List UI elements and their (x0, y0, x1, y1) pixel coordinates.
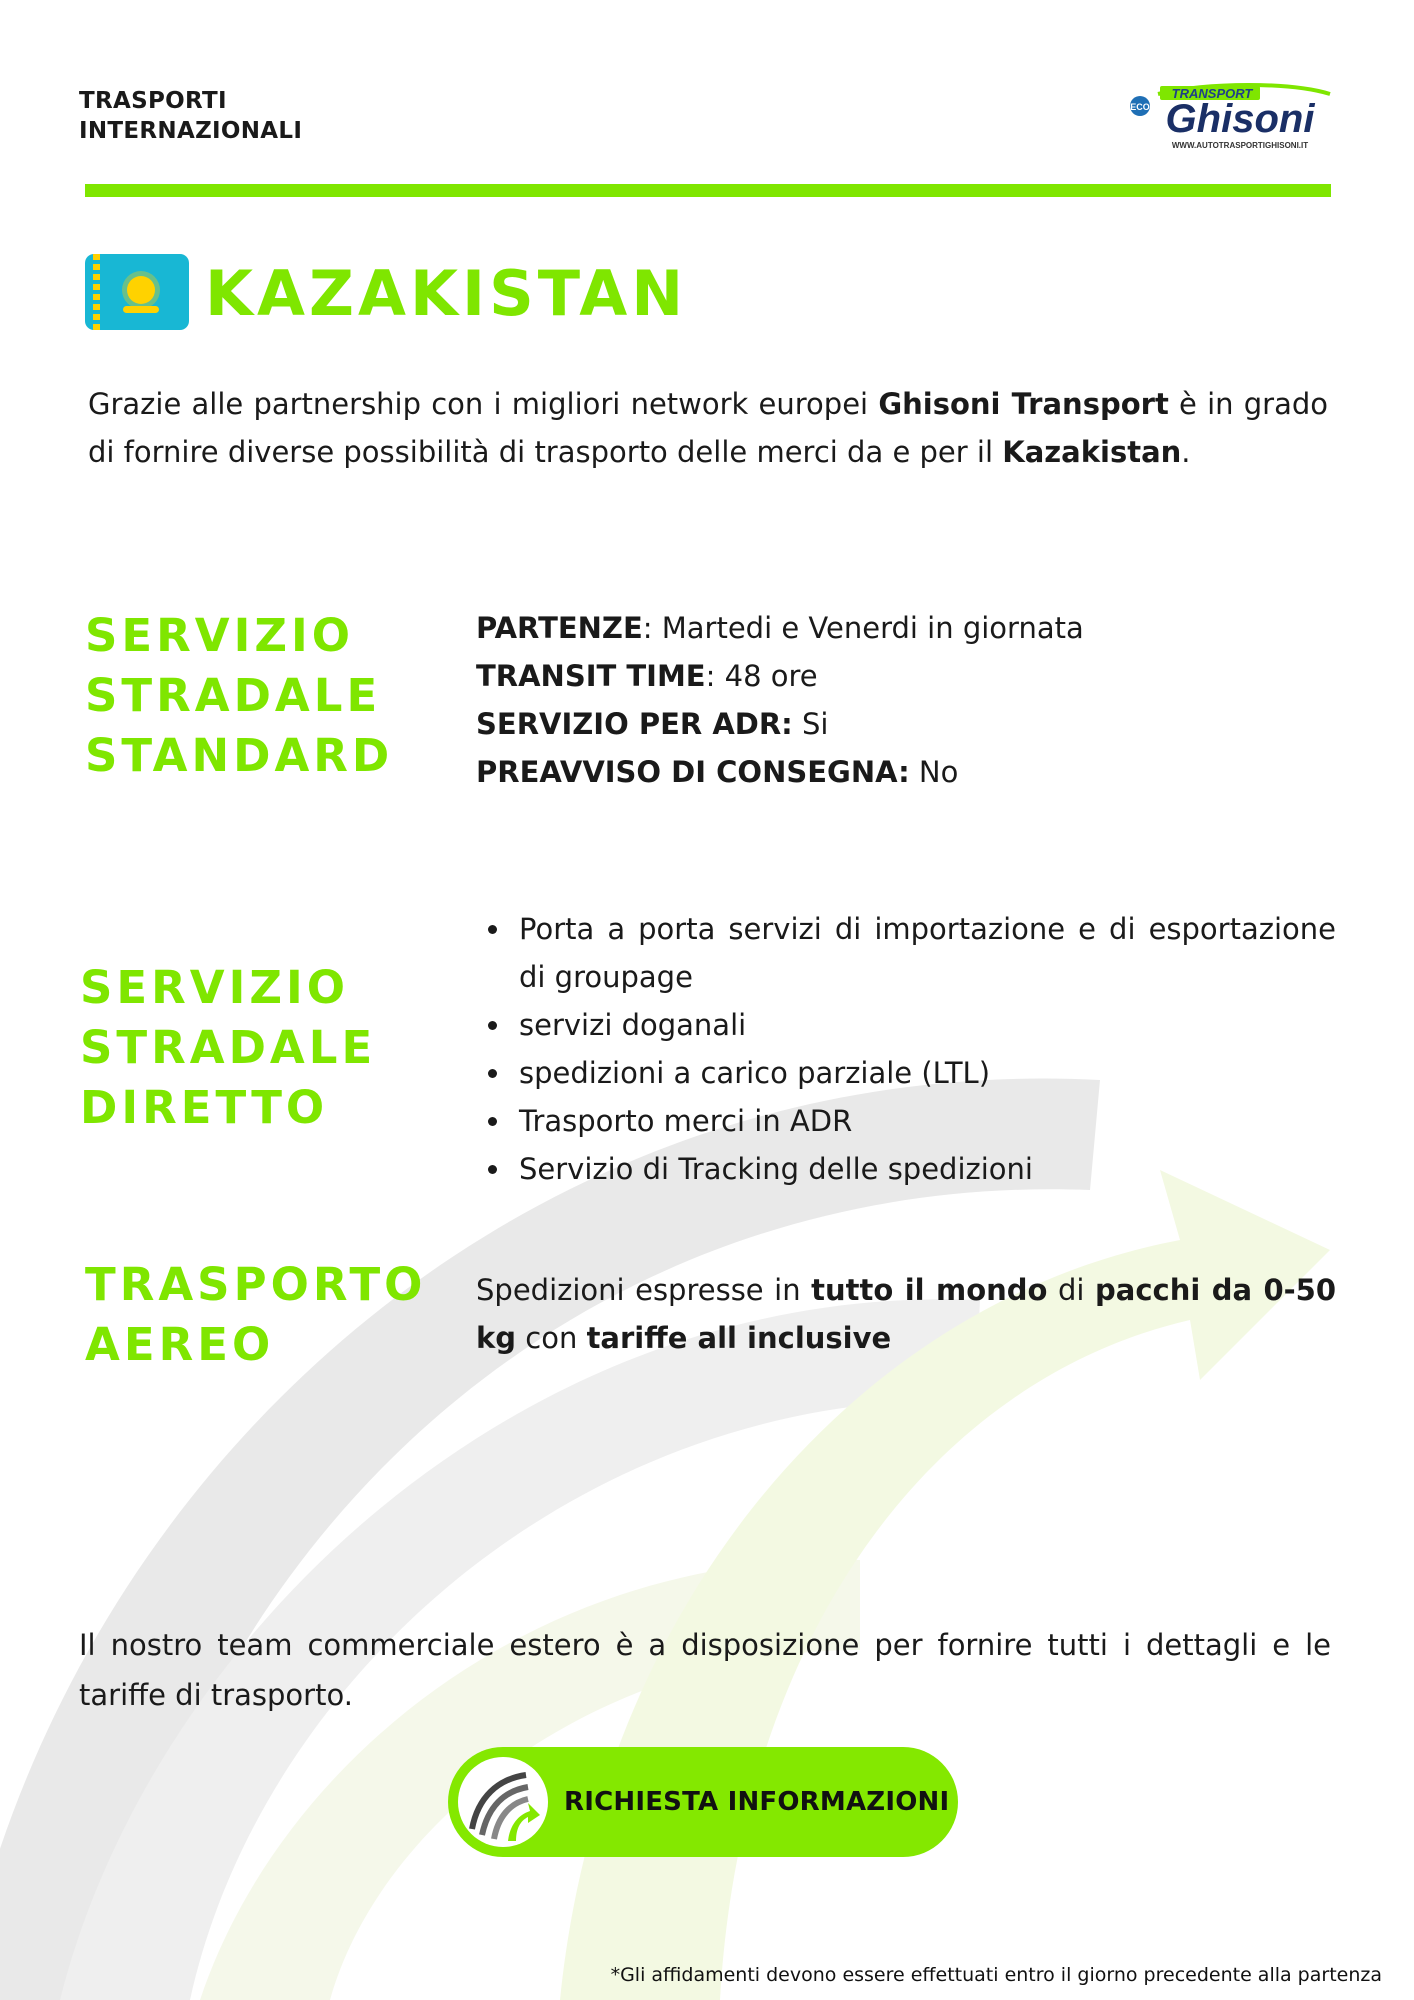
flag-eagle (123, 306, 159, 313)
list-item: Trasporto merci in ADR (476, 1097, 1336, 1145)
list-item: servizi doganali (476, 1001, 1336, 1049)
logo-website: WWW.AUTOTRASPORTIGHISONI.IT (1171, 141, 1309, 150)
logo-badge: ECO (1130, 102, 1150, 112)
header-label: TRASPORTI INTERNAZIONALI (79, 88, 303, 144)
transit-time-row: TRANSIT TIME: 48 ore (476, 659, 818, 693)
intro-paragraph: Grazie alle partnership con i migliori network europei Ghisoni Transport è in grado di fornire diverse possibilità di trasporto delle merci da e per il Kazakistan. (88, 387, 1328, 469)
delivery-notice-row: PREAVVISO DI CONSEGNA: No (476, 755, 959, 789)
closing-paragraph: Il nostro team commerciale estero è a disposizione per fornire tutti i dettagli e le tariffe di trasporto. (79, 1628, 1331, 1712)
service-air-description: Spedizioni espresse in tutto il mondo di pacchi da 0-50 kg con tariffe all inclusive (476, 1273, 1337, 1355)
logo-transport-word: TRANSPORT (1171, 86, 1253, 101)
logo-brand: Ghisoni (1165, 97, 1315, 141)
flag-sun (127, 276, 155, 304)
request-info-button[interactable] (448, 1747, 958, 1857)
kazakhstan-flag-icon (85, 254, 189, 330)
header-divider (85, 184, 1331, 197)
service-direct-list (476, 905, 1336, 1193)
service-standard-title: SERVIZIO STRADALE STANDARD (85, 609, 394, 782)
country-name: Kazakistan (1002, 435, 1182, 469)
list-item: spedizioni a carico parziale (LTL) (476, 1049, 1336, 1097)
country-title: KAZAKISTAN (205, 257, 688, 330)
logo-graphic (1120, 80, 1345, 160)
flag-ornament (93, 254, 100, 330)
service-direct-title: SERVIZIO STRADALE DIRETTO (80, 961, 377, 1134)
departures-row: PARTENZE: Martedi e Venerdi in giornata (476, 611, 1084, 645)
footnote: *Gli affidamenti devono essere effettuati entro il giorno precedente alla partenza (610, 1964, 1382, 1986)
adr-service-row: SERVIZIO PER ADR: Si (476, 707, 829, 741)
swirl-arrow-icon (458, 1757, 548, 1847)
ghisoni-logo[interactable] (1120, 80, 1345, 160)
company-name: Ghisoni Transport (878, 387, 1169, 421)
service-standard-details (476, 604, 1336, 796)
service-air-title: TRASPORTO AEREO (85, 1258, 427, 1371)
request-info-label: RICHIESTA INFORMAZIONI (564, 1787, 950, 1817)
list-item: Porta a porta servizi di importazione e di esportazione di groupage (476, 905, 1336, 1001)
list-item: Servizio di Tracking delle spedizioni (476, 1145, 1336, 1193)
